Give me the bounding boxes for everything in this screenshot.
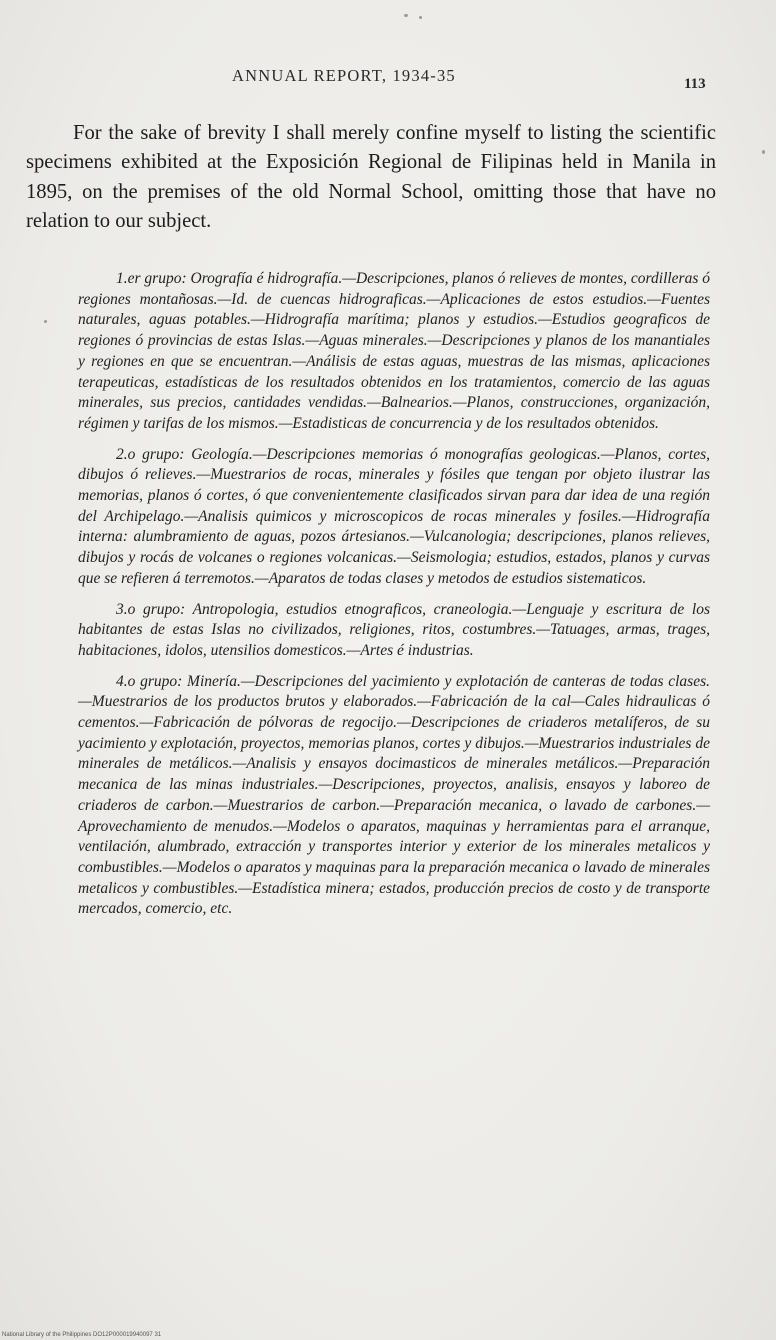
group-text: Antropologia, estudios etnograficos, craneologia.—Lenguaje y escritura de los habitantes de estas Islas no civilizados, religiones, ritos, costumbres.—Tatuages, armas, trages, habitaciones, idolos, utensilios domesticos.—Artes é industrias. [78, 600, 710, 659]
scan-speck [44, 320, 47, 323]
library-footer: National Library of the Philippines DO12P000019940097 31 [2, 1332, 162, 1338]
scan-speck [404, 14, 408, 17]
group-text: Orografía é hidrografía.—Descripciones, planos ó relieves de montes, cordilleras ó regiones montañosas.—Id. de cuencas hidrograficas.—Aplicaciones de estos estudios.—Fuentes naturales, aguas potables.—Hidrografía marítima; planos y estudios.—Estudios geograficos de regiones ó provincias de estas Islas.—Aguas minerales.—Descripciones y planos de los manantiales y regiones en que se encuentran.—Análisis de estas aguas, muestras de las mismas, aplicaciones terapeuticas, estadísticas de los resultados obtenidos en los tratamientos, comercio de las aguas minerales, sus precios, cantidades vendidas.—Balnearios.—Planos, construcciones, organización, régimen y tarifas de los mismos.—Estadisticas de concurrencia y de los resultados obtenidos. [78, 270, 710, 432]
group-paragraph-2 [78, 445, 710, 590]
group-paragraph-3 [78, 600, 710, 662]
running-head-title: ANNUAL REPORT, 1934-35 [232, 66, 456, 85]
group-text: Minería.—Descripciones del yacimiento y explotación de canteras de todas clases.—Muestrarios de los productos brutos y elaborados.—Fabricación de la cal—Cales hidraulicas ó cementos.—Fabricación de pólvoras de regocijo.—Descripciones de criaderos metalíferos, de su yacimiento y explotación, proyectos, memorias planos, cortes y dibujos.—Muestrarios industriales de minerales de metálicos.—Analisis y ensayos docimasticos de minerales metálicos.—Preparación mecanica de las minas industriales.—Descripciones, proyectos, analisis, ensayos y laboreo de criaderos de carbon.—Muestrarios de carbon.—Preparación mecanica, o lavado de carbones.—Aprovechamiento de menudos.—Modelos o aparatos, maquinas y herramientas para el arranque, ventilación, alumbrado, extracción y transportes interior y exterior de los minerales metalicos y combustibles.—Modelos o aparatos y maquinas para la preparación mecanica o lavado de minerales metalicos y combustibles.—Estadística minera; estados, producción precios de costo y de transporte mercados, comercio, etc. [78, 672, 711, 918]
scan-speck [762, 150, 765, 154]
group-paragraph-4 [78, 672, 710, 920]
group-paragraph-1 [78, 269, 710, 435]
page-number: 113 [684, 76, 706, 92]
intro-paragraph: For the sake of brevity I shall merely confine myself to listing the scientific specimens exhibited at the Exposición Regional de Filipinas held in Manila in 1895, on the premises of the old Normal School, omitting those that have no relation to our subject. [26, 122, 716, 232]
scan-speck [419, 16, 422, 19]
group-text: Geología.—Descripciones memorias ó monografías geologicas.—Planos, cortes, dibujos ó relieves.—Muestrarios de rocas, minerales y fósiles que tengan por objeto ilustrar las memorias, planos ó cortes, ó que convenientemente clasificados sirvan para dar idea de una región del Archipelago.—Analisis quimicos y microscopicos de rocas minerales y fosiles.—Hidrografía interna: alumbramiento de aguas, pozos ártesianos.—Vulcanologia; descripciones, planos relieves, dibujos y rocás de volcanes o regiones volcanicas.—Seismologia; estudios, estados, planos y curvas que se refieren á terremotos.—Aparatos de todas clases y metodos de estudios sistematicos. [78, 445, 710, 587]
group-lead: 3.o grupo: [116, 600, 186, 618]
running-head [0, 66, 776, 96]
exhibit-groups [78, 269, 710, 930]
group-lead: 4.o grupo: [116, 672, 183, 690]
group-lead: 1.er grupo: [116, 270, 187, 287]
group-lead: 2.o grupo: [116, 445, 185, 463]
